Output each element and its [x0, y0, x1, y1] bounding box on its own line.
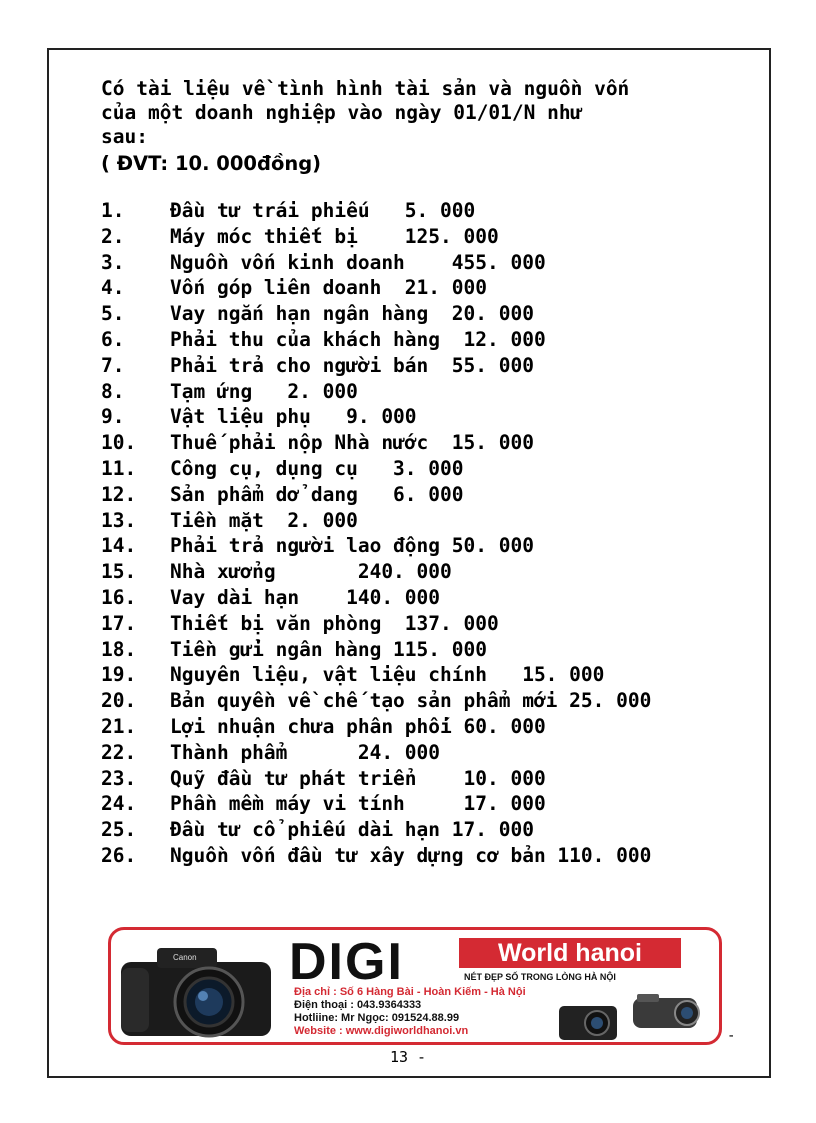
item-number: 24.	[101, 792, 137, 816]
list-item	[101, 766, 746, 792]
document-body	[101, 77, 746, 869]
item-number: 13.	[101, 508, 137, 532]
intro-line: Có tài liệu về tình hình tài sản và nguồn vốn	[101, 77, 630, 100]
item-text: Công cụ, dụng cụ 3. 000	[170, 456, 464, 480]
item-number: 11.	[101, 456, 137, 480]
item-text: Đầu tư cổ phiếu dài hạn 17. 000	[170, 818, 534, 842]
item-text: Nguyên liệu, vật liệu chính 15. 000	[170, 663, 605, 687]
list-item	[101, 817, 746, 843]
list-item	[101, 533, 746, 559]
list-item	[101, 482, 746, 508]
page-number: 13 -	[389, 1048, 427, 1066]
item-number: 19.	[101, 663, 137, 687]
item-text: Thành phẩm 24. 000	[170, 740, 441, 764]
item-text: Nhà xưởng 240. 000	[170, 560, 452, 584]
list-item	[101, 353, 746, 379]
item-number: 4.	[101, 276, 125, 300]
item-text: Phải trả cho người bán 55. 000	[170, 353, 534, 377]
item-number: 17.	[101, 611, 137, 635]
list-item	[101, 559, 746, 585]
item-number: 12.	[101, 482, 137, 506]
list-item	[101, 714, 746, 740]
list-item	[101, 456, 746, 482]
list-item	[101, 430, 746, 456]
list-item	[101, 740, 746, 766]
intro-line: của một doanh nghiệp vào ngày 01/01/N như	[101, 101, 583, 124]
list-item	[101, 688, 746, 714]
item-number: 8.	[101, 379, 125, 403]
item-text: Thuế phải nộp Nhà nước 15. 000	[170, 431, 534, 455]
item-number: 1.	[101, 199, 125, 222]
item-number: 16.	[101, 585, 137, 609]
item-text: Phải trả người lao động 50. 000	[170, 534, 534, 558]
item-number: 25.	[101, 818, 137, 842]
unit-note: ( ĐVT: 10. 000đồng)	[101, 152, 322, 175]
item-text: Thiết bị văn phòng 137. 000	[170, 611, 499, 635]
item-number: 26.	[101, 843, 137, 867]
item-number: 21.	[101, 714, 137, 738]
item-text: Phải thu của khách hàng 12. 000	[170, 327, 546, 351]
list-item	[101, 250, 746, 276]
banner-phone: Điện thoại : 043.9364333	[294, 999, 422, 1011]
list-item	[101, 404, 746, 430]
list-item	[101, 301, 746, 327]
camera-brand-label: Canon	[173, 953, 197, 962]
list-item	[101, 224, 746, 250]
item-number: 6.	[101, 327, 125, 351]
item-text: Lợi nhuận chưa phân phối 60. 000	[170, 714, 546, 738]
item-text: Máy móc thiết bị 125. 000	[170, 224, 499, 248]
brand-world-hanoi: World hanoi	[459, 938, 681, 968]
list-item	[101, 585, 746, 611]
item-number: 3.	[101, 250, 125, 274]
item-text: Nguồn vốn đầu tư xây dựng cơ bản 110. 000	[170, 843, 652, 867]
item-number: 7.	[101, 353, 125, 377]
item-text: Nguồn vốn kinh doanh 455. 000	[170, 250, 546, 274]
item-number: 15.	[101, 560, 137, 584]
list-item	[101, 508, 746, 534]
list-item	[101, 327, 746, 353]
item-number: 5.	[101, 302, 125, 326]
item-text: Vay ngắn hạn ngân hàng 20. 000	[170, 302, 534, 326]
list-item	[101, 791, 746, 817]
item-number: 14.	[101, 534, 137, 558]
item-number: 23.	[101, 766, 137, 790]
item-text: Quỹ đầu tư phát triển 10. 000	[170, 766, 546, 790]
footer-dash: -	[727, 1028, 736, 1044]
compact-camera-icon	[551, 986, 711, 1044]
item-number: 22.	[101, 740, 137, 764]
item-text: Tiền gửi ngân hàng 115. 000	[170, 637, 487, 661]
banner-tagline: NÉT ĐẸP SỐ TRONG LÒNG HÀ NỘI	[464, 972, 616, 982]
item-number: 10.	[101, 431, 137, 455]
banner-website[interactable]: Website : www.digiworldhanoi.vn	[294, 1025, 469, 1037]
banner-hotline: Hotliine: Mr Ngọc: 091524.88.99	[294, 1012, 460, 1024]
item-text: Tiền mặt 2. 000	[170, 508, 358, 532]
item-number: 18.	[101, 637, 137, 661]
list-item	[101, 662, 746, 688]
brand-digi: DIGI	[289, 933, 404, 991]
item-number: 20.	[101, 689, 137, 713]
item-text: Đầu tư trái phiếu 5. 000	[170, 199, 476, 222]
banner-address: Địa chỉ : Số 6 Hàng Bài - Hoàn Kiếm - Hà Nội	[294, 986, 526, 998]
intro-line: sau:	[101, 125, 148, 148]
item-text: Vốn góp liên doanh 21. 000	[170, 276, 487, 300]
list-item	[101, 198, 746, 224]
item-number: 2.	[101, 224, 125, 248]
item-text: Sản phẩm dở dang 6. 000	[170, 482, 464, 506]
item-number: 9.	[101, 405, 125, 429]
item-text: Vật liệu phụ 9. 000	[170, 405, 417, 429]
list-item	[101, 611, 746, 637]
intro-paragraph	[101, 77, 746, 177]
list-item	[101, 379, 746, 405]
advertisement-banner[interactable]	[108, 927, 722, 1045]
dslr-camera-icon	[117, 940, 287, 1040]
item-list	[101, 198, 746, 869]
list-item	[101, 275, 746, 301]
list-item	[101, 843, 746, 869]
item-text: Vay dài hạn 140. 000	[170, 585, 441, 609]
item-text: Tạm ứng 2. 000	[170, 379, 358, 403]
list-item	[101, 637, 746, 663]
item-text: Bản quyền về chế tạo sản phẩm mới 25. 000	[170, 689, 652, 713]
item-text: Phần mềm máy vi tính 17. 000	[170, 792, 546, 816]
